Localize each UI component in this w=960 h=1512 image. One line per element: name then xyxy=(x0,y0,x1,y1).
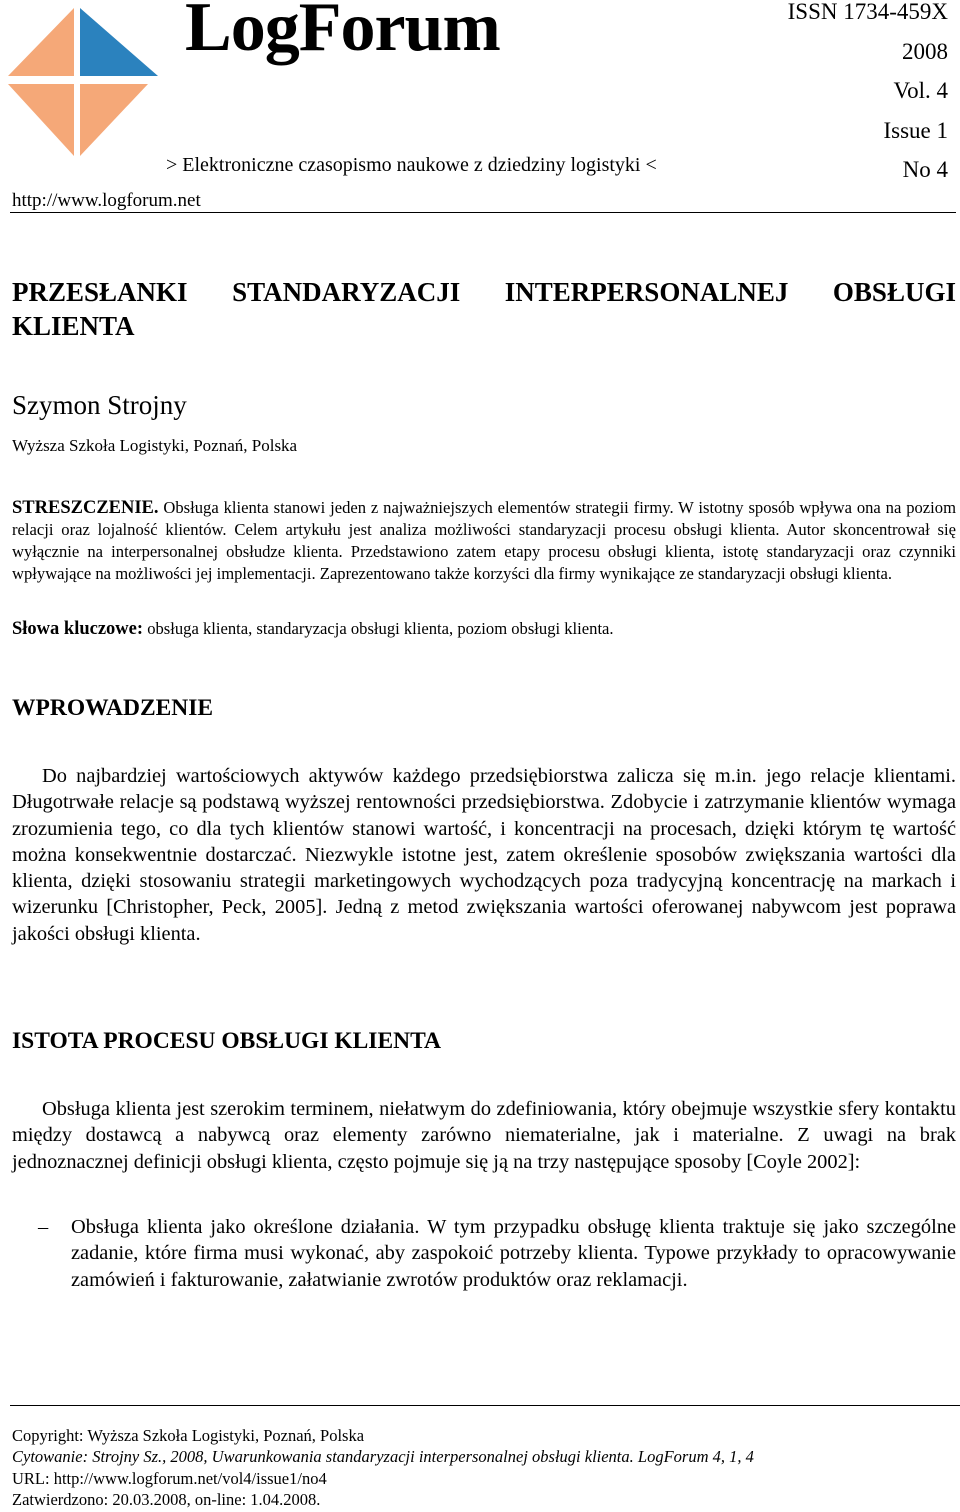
footer-url[interactable]: URL: http://www.logforum.net/vol4/issue1/no4 xyxy=(12,1468,327,1488)
abstract-label: STRESZCZENIE. xyxy=(12,498,159,518)
volume: Vol. 4 xyxy=(893,78,948,103)
footer-citation: Cytowanie: Strojny Sz., 2008, Uwarunkowania standaryzacji interpersonalnej obsługi klienta. LogForum 4, 1, 4 xyxy=(12,1447,754,1467)
logo-orange-triangle-top xyxy=(8,8,74,76)
keywords xyxy=(12,618,956,640)
paragraph-text: Do najbardziej wartościowych aktywów każdego przedsiębiorstwa zalicza się m.in. jego relacje klientami. Długotrwałe relacje są podstawą wyższej rentowności przedsiębiorstwa. Zdobycie i zatrzymanie klientów wymaga zrozumienia tego, co dla tych klientów stanowi wartość, i koncentracji na procesach, dzięki którym tę wartość można konsekwentnie dostarczać. Niezwykle istotne jest, zatem określenie sposobów zwiększania wartości dla klienta, dzięki stosowaniu strategii marketingowych wychodzących poza tradycyjną koncentrację na markach i wizerunku [Christopher, Peck, 2005]. Jedną z metod zwiększania wartości oferowanej nabywcom jest poprawa jakości obsługi klienta. xyxy=(12,765,956,945)
journal-brand: LogForum xyxy=(185,0,500,66)
footer-copyright: Copyright: Wyższa Szkoła Logistyki, Poznań, Polska xyxy=(12,1426,365,1445)
abstract-text: Obsługa klienta stanowi jeden z najważniejszych elementów strategii firmy. W istotny sposób wpływa ona na poziom relacji oraz lojalność klientów. Celem artykułu jest analiza możliwości standaryzacji procesu obsługi klienta. Autor skoncentrował się wyłącznie na interpersonalnej obsłudze klienta. Przedstawiono zatem etapy procesu obsługi klienta, istotę standaryzacji oraz czynniki wpływające na możliwości jej implementacji. Zaprezentowano także korzyści dla firmy wynikające ze standaryzacji obsługi klienta. xyxy=(12,498,956,583)
journal-tagline: > Elektroniczne czasopismo naukowe z dziedziny logistyki < xyxy=(166,154,657,176)
logo-blue-triangle xyxy=(80,8,158,76)
footer xyxy=(12,1425,754,1510)
title-word: PRZESŁANKI xyxy=(12,277,188,307)
footer-approved: Zatwierdzono: 20.03.2008, on-line: 1.04.2008. xyxy=(12,1489,321,1509)
logo-orange-triangle-bottom-left xyxy=(8,84,74,156)
title-word: STANDARYZACJI xyxy=(232,277,461,307)
footer-divider xyxy=(10,1405,960,1406)
issn: ISSN 1734-459X xyxy=(787,0,948,24)
logo-orange-triangle-bottom-right xyxy=(80,84,148,156)
number: No 4 xyxy=(902,157,948,182)
author-name: Szymon Strojny xyxy=(12,390,187,420)
introduction-paragraph xyxy=(12,763,956,947)
author-affiliation: Wyższa Szkoła Logistyki, Poznań, Polska xyxy=(12,436,298,455)
section-heading-introduction: WPROWADZENIE xyxy=(12,695,214,721)
paragraph-text: Obsługa klienta jest szerokim terminem, niełatwym do zdefiniowania, który obejmuje wszystkie sfery kontaktu między dostawcą a nabywcą oraz elementy zarówno niematerialne, jak i materialne. Z uwagi na brak jednoznacznej definicji obsługi klienta, często pojmuje się ją na trzy następujące sposoby [Coyle 2002]: xyxy=(12,1098,956,1173)
logforum-logo xyxy=(8,8,160,158)
customer-service-paragraph xyxy=(12,1096,956,1175)
bullet-item xyxy=(12,1214,956,1293)
title-word: OBSŁUGI xyxy=(832,277,956,307)
header-divider xyxy=(10,212,956,213)
section-heading-customer-service: ISTOTA PROCESU OBSŁUGI KLIENTA xyxy=(12,1028,442,1054)
article-title xyxy=(12,275,956,343)
bullet-dash: – xyxy=(38,1216,49,1238)
abstract xyxy=(12,497,956,585)
title-line-2: KLIENTA xyxy=(12,311,135,341)
year: 2008 xyxy=(902,38,948,64)
keywords-label: Słowa kluczowe: xyxy=(12,619,144,639)
issue-meta xyxy=(788,0,948,190)
bullet-text: Obsługa klienta jako określone działania. W tym przypadku obsługę klienta traktuje się jako szczególne zadanie, które firma musi wykonać, aby zaspokoić potrzeby klienta. Typowe przykłady to opracowywanie zamówień i fakturowanie, załatwianie zwrotów produktów oraz reklamacji. xyxy=(71,1216,956,1291)
journal-url-link[interactable]: http://www.logforum.net xyxy=(12,190,201,211)
keywords-text: obsługa klienta, standaryzacja obsługi klienta, poziom obsługi klienta. xyxy=(147,619,614,638)
title-word: INTERPERSONALNEJ xyxy=(504,277,789,307)
issue: Issue 1 xyxy=(883,117,948,143)
